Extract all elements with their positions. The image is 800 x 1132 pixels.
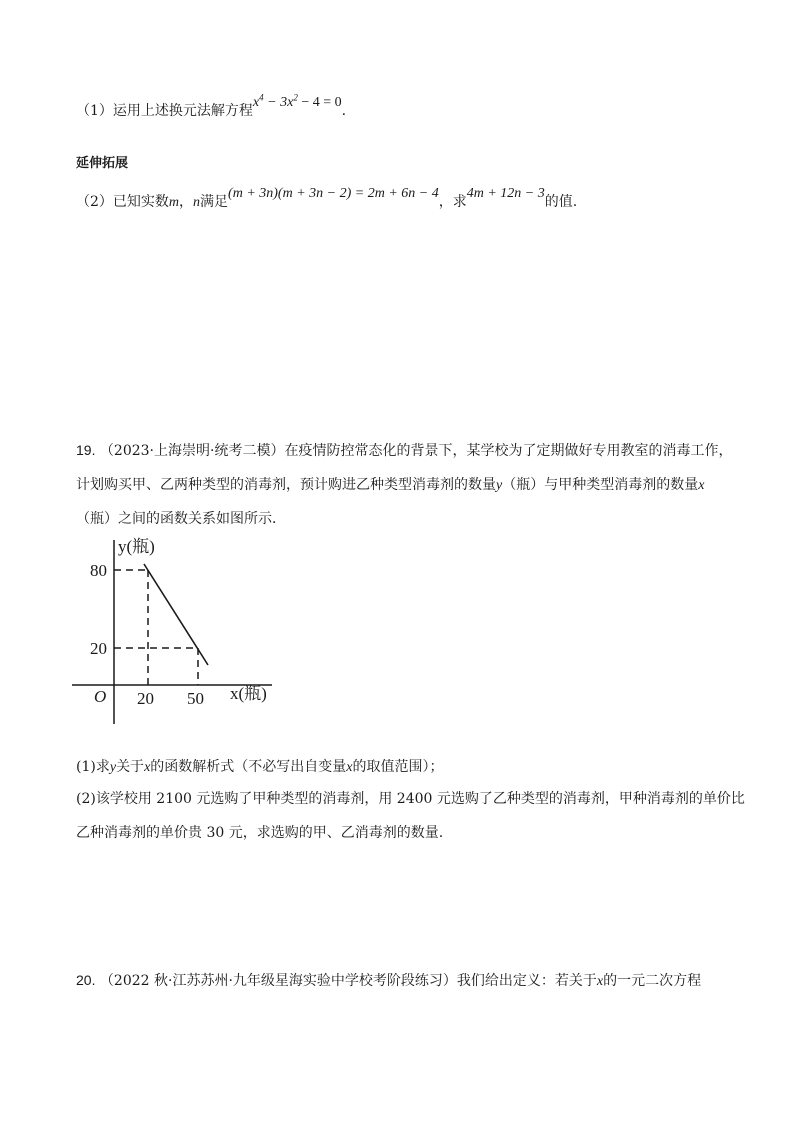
origin-label: O bbox=[94, 687, 107, 706]
y-tick-20: 20 bbox=[90, 639, 107, 658]
q20-line: 20. （2022 秋·江苏苏州·九年级星海实验中学校考阶段练习）我们给出定义：若关于x的一元二次方程 bbox=[76, 972, 702, 989]
q19-line3: （瓶）之间的函数关系如图所示． bbox=[76, 511, 286, 527]
q19-sub2-line2: 乙种消毒剂的单价贵 30 元，求选购的甲、乙消毒剂的数量. bbox=[76, 825, 444, 841]
q19-sub2-line1: (2)该学校用 2100 元选购了甲种类型的消毒剂，用 2400 元选购了乙种类型的消毒剂，甲种消毒剂的单价比 bbox=[76, 791, 745, 807]
part2-line: （2）已知实数m，n满足(m + 3n)(m + 3n − 2) = 2m + 6n − 4，求4m + 12n − 3的值. bbox=[76, 186, 578, 210]
part2-expression: 4m + 12n − 3 bbox=[466, 186, 545, 201]
q19-source: （2023·上海崇明·统考二模） bbox=[99, 443, 285, 459]
part1-prefix: （1）运用上述换元法解方程 bbox=[76, 103, 253, 119]
section-heading: 延伸拓展 bbox=[76, 156, 129, 171]
q20-source: （2022 秋·江苏苏州·九年级星海实验中学校考阶段练习） bbox=[99, 973, 457, 989]
part1-line: （1）运用上述换元法解方程$x^4 - 3x^2 - 4 = 0$. bbox=[76, 92, 347, 119]
function-line bbox=[144, 564, 208, 665]
function-graph bbox=[60, 532, 300, 732]
x-tick-20: 20 bbox=[137, 689, 154, 708]
q20-number: 20. bbox=[76, 972, 96, 988]
q19-number: 19. bbox=[76, 442, 96, 458]
var-n: n bbox=[193, 195, 201, 210]
y-tick-80: 80 bbox=[90, 561, 107, 580]
part1-equation: $x^4 - 3x^2 - 4 = 0$ bbox=[252, 92, 342, 110]
x-tick-50: 50 bbox=[187, 689, 204, 708]
var-m: m bbox=[168, 195, 180, 210]
q19-sub1: (1)求y关于x的函数解析式（不必写出自变量x的取值范围）； bbox=[76, 759, 444, 775]
q19-line2: 计划购买甲、乙两种类型的消毒剂，预计购进乙种类型消毒剂的数量y（瓶）与甲种类型消毒剂的数量x bbox=[76, 477, 705, 493]
part2-equation: (m + 3n)(m + 3n − 2) = 2m + 6n − 4 bbox=[228, 186, 439, 201]
x-axis-label: x(瓶) bbox=[230, 684, 267, 703]
q19-line1: 19. （2023·上海崇明·统考二模）在疫情防控常态化的背景下，某学校为了定期做好专用教室的消毒工作， bbox=[76, 442, 733, 459]
y-axis-label: y(瓶) bbox=[118, 537, 155, 556]
